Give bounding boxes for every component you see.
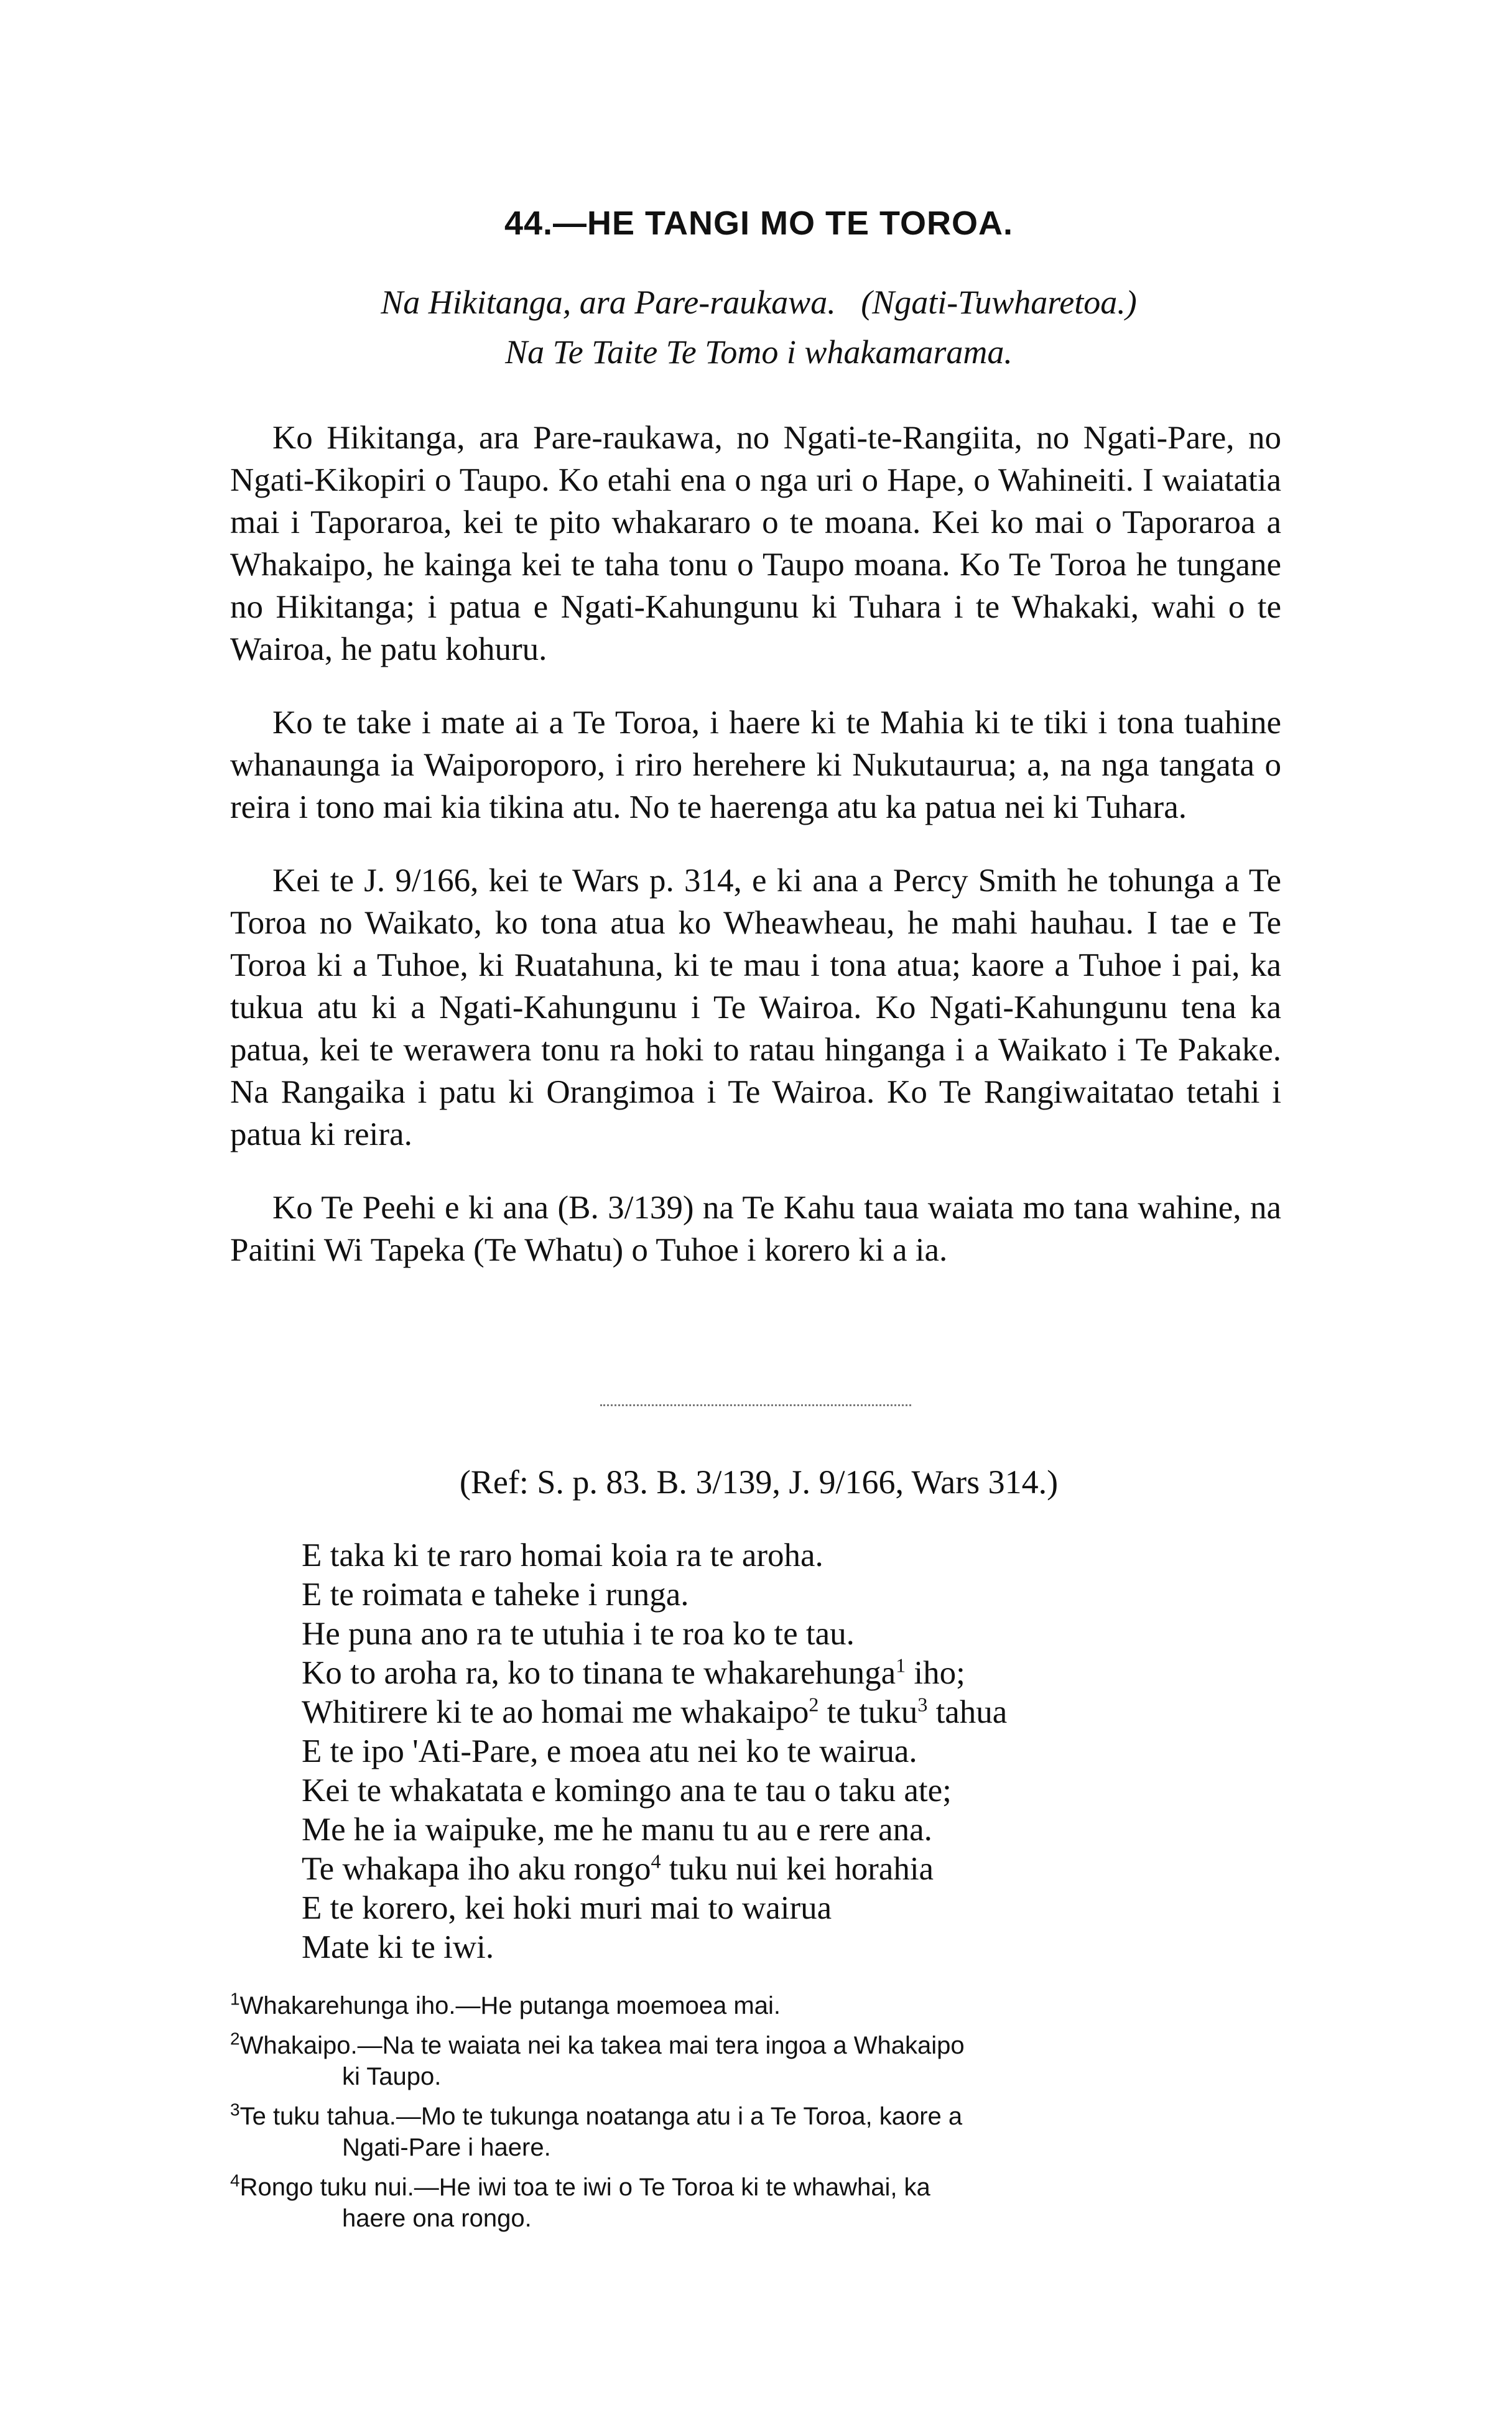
footnote-number: 2 [230, 2029, 240, 2049]
verse-line: Me he ia waipuke, me he manu tu au e rere ana. [302, 1812, 932, 1848]
footnote-marker: 2 [809, 1693, 819, 1716]
waiata-verse [302, 1536, 1272, 1967]
verse-line: Ko to aroha ra, ko to tinana te whakarehunga$^1$ iho; [302, 1654, 965, 1691]
footnote: $^1$Whakarehunga iho.—He putanga moemoea mai. [230, 1989, 781, 2019]
verse-line: E te korero, kei hoki muri mai to wairua [302, 1890, 832, 1926]
footnote-marker: 4 [651, 1850, 661, 1873]
footnote: $^4$Rongo tuku nui.—He iwi toa te iwi o Te Toroa ki te whawhai, ka haere ona rongo. [230, 2171, 930, 2232]
paragraph: Ko Te Peehi e ki ana (B. 3/139) na Te Kahu taua waiata mo tana wahine, na Paitini Wi Tapeka (Te Whatu) o Tuhoe i korero ki a ia. [230, 1190, 1281, 1268]
footnote-number: 3 [230, 2100, 240, 2120]
section-divider [600, 1404, 911, 1406]
reference-line: (Ref: S. p. 83. B. 3/139, J. 9/166, Wars 314.) [459, 1463, 1059, 1501]
page-title: 44.—HE TANGI MO TE TOROA. [504, 205, 1014, 242]
verse-line: E te roimata e taheke i runga. [302, 1577, 689, 1613]
footnotes [230, 1990, 1281, 2243]
attribution-composer: Na Hikitanga, ara Pare-raukawa. (Ngati-Tuwharetoa.) [381, 284, 1137, 321]
footnote-marker: 1 [896, 1654, 906, 1677]
footnote-marker: 3 [917, 1693, 928, 1716]
footnote-number: 1 [230, 1989, 240, 2009]
verse-line: E taka ki te raro homai koia ra te aroha. [302, 1537, 823, 1573]
paragraph: Kei te J. 9/166, kei te Wars p. 314, e ki ana a Percy Smith he tohunga a Te Toroa no Waikato, ko tona atua ko Wheawheau, he mahi hauhau. I tae e Te Toroa ki a Tuhoe, ki Ruatahuna, ki te mau i tona atua; kaore a Tuhoe i pai, ka tukua atu ki a Ngati-Kahungunu i Te Wairoa. Ko Ngati-Kahungunu tena ka patua, kei te werawera tonu ra hoki to ratau hinganga i a Waikato i Te Pakake. Na Rangaika i patu ki Orangimoa i Te Wairoa. Ko Te Rangiwaitatao tetahi i patua ki reira. [230, 863, 1281, 1152]
footnote-number: 4 [230, 2171, 240, 2190]
paragraph: Ko Hikitanga, ara Pare-raukawa, no Ngati-te-Rangiita, no Ngati-Pare, no Ngati-Kikopiri o Taupo. Ko etahi ena o nga uri o Hape, o Wahineiti. I waiatatia mai i Taporaroa, kei te pito whakararo o te moana. Kei ko mai o Taporaroa a Whakaipo, he kainga kei te taha tonu o Taupo moana. Ko Te Toroa he tungane no Hikitanga; i patua e Ngati-Kahungunu ki Tuhara i te Whakaki, wahi o te Wairoa, he patu kohuru. [230, 420, 1281, 667]
verse-line: Kei te whakatata e komingo ana te tau o taku ate; [302, 1772, 952, 1809]
verse-line: He puna ano ra te utuhia i te roa ko te tau. [302, 1616, 855, 1652]
verse-line: Mate ki te iwi. [302, 1929, 494, 1965]
attribution-explainer: Na Te Taite Te Tomo i whakamarama. [505, 333, 1013, 371]
paragraph: Ko te take i mate ai a Te Toroa, i haere ki te Mahia ki te tiki i tona tuahine whanaunga ia Waiporoporo, i riro herehere ki Nukutaurua; a, na nga tangata o reira i tono mai kia tikina atu. No te haerenga atu ka patua nei ki Tuhara. [230, 705, 1281, 825]
footnote: $^2$Whakaipo.—Na te waiata nei ka takea mai tera ingoa a Whakaipo ki Taupo. [230, 2029, 965, 2090]
verse-line: E te ipo 'Ati-Pare, e moea atu nei ko te wairua. [302, 1733, 917, 1769]
introduction-text [230, 417, 1281, 1302]
footnote: $^3$Te tuku tahua.—Mo te tukunga noatanga atu i a Te Toroa, kaore a Ngati-Pare i haere. [230, 2100, 963, 2161]
verse-line: Te whakapa iho aku rongo$^4$ tuku nui kei horahia [302, 1850, 934, 1887]
document-page [230, 0, 1287, 2428]
verse-line: Whitirere ki te ao homai me whakaipo$^2$ te tuku$^3$ tahua [302, 1693, 1008, 1730]
